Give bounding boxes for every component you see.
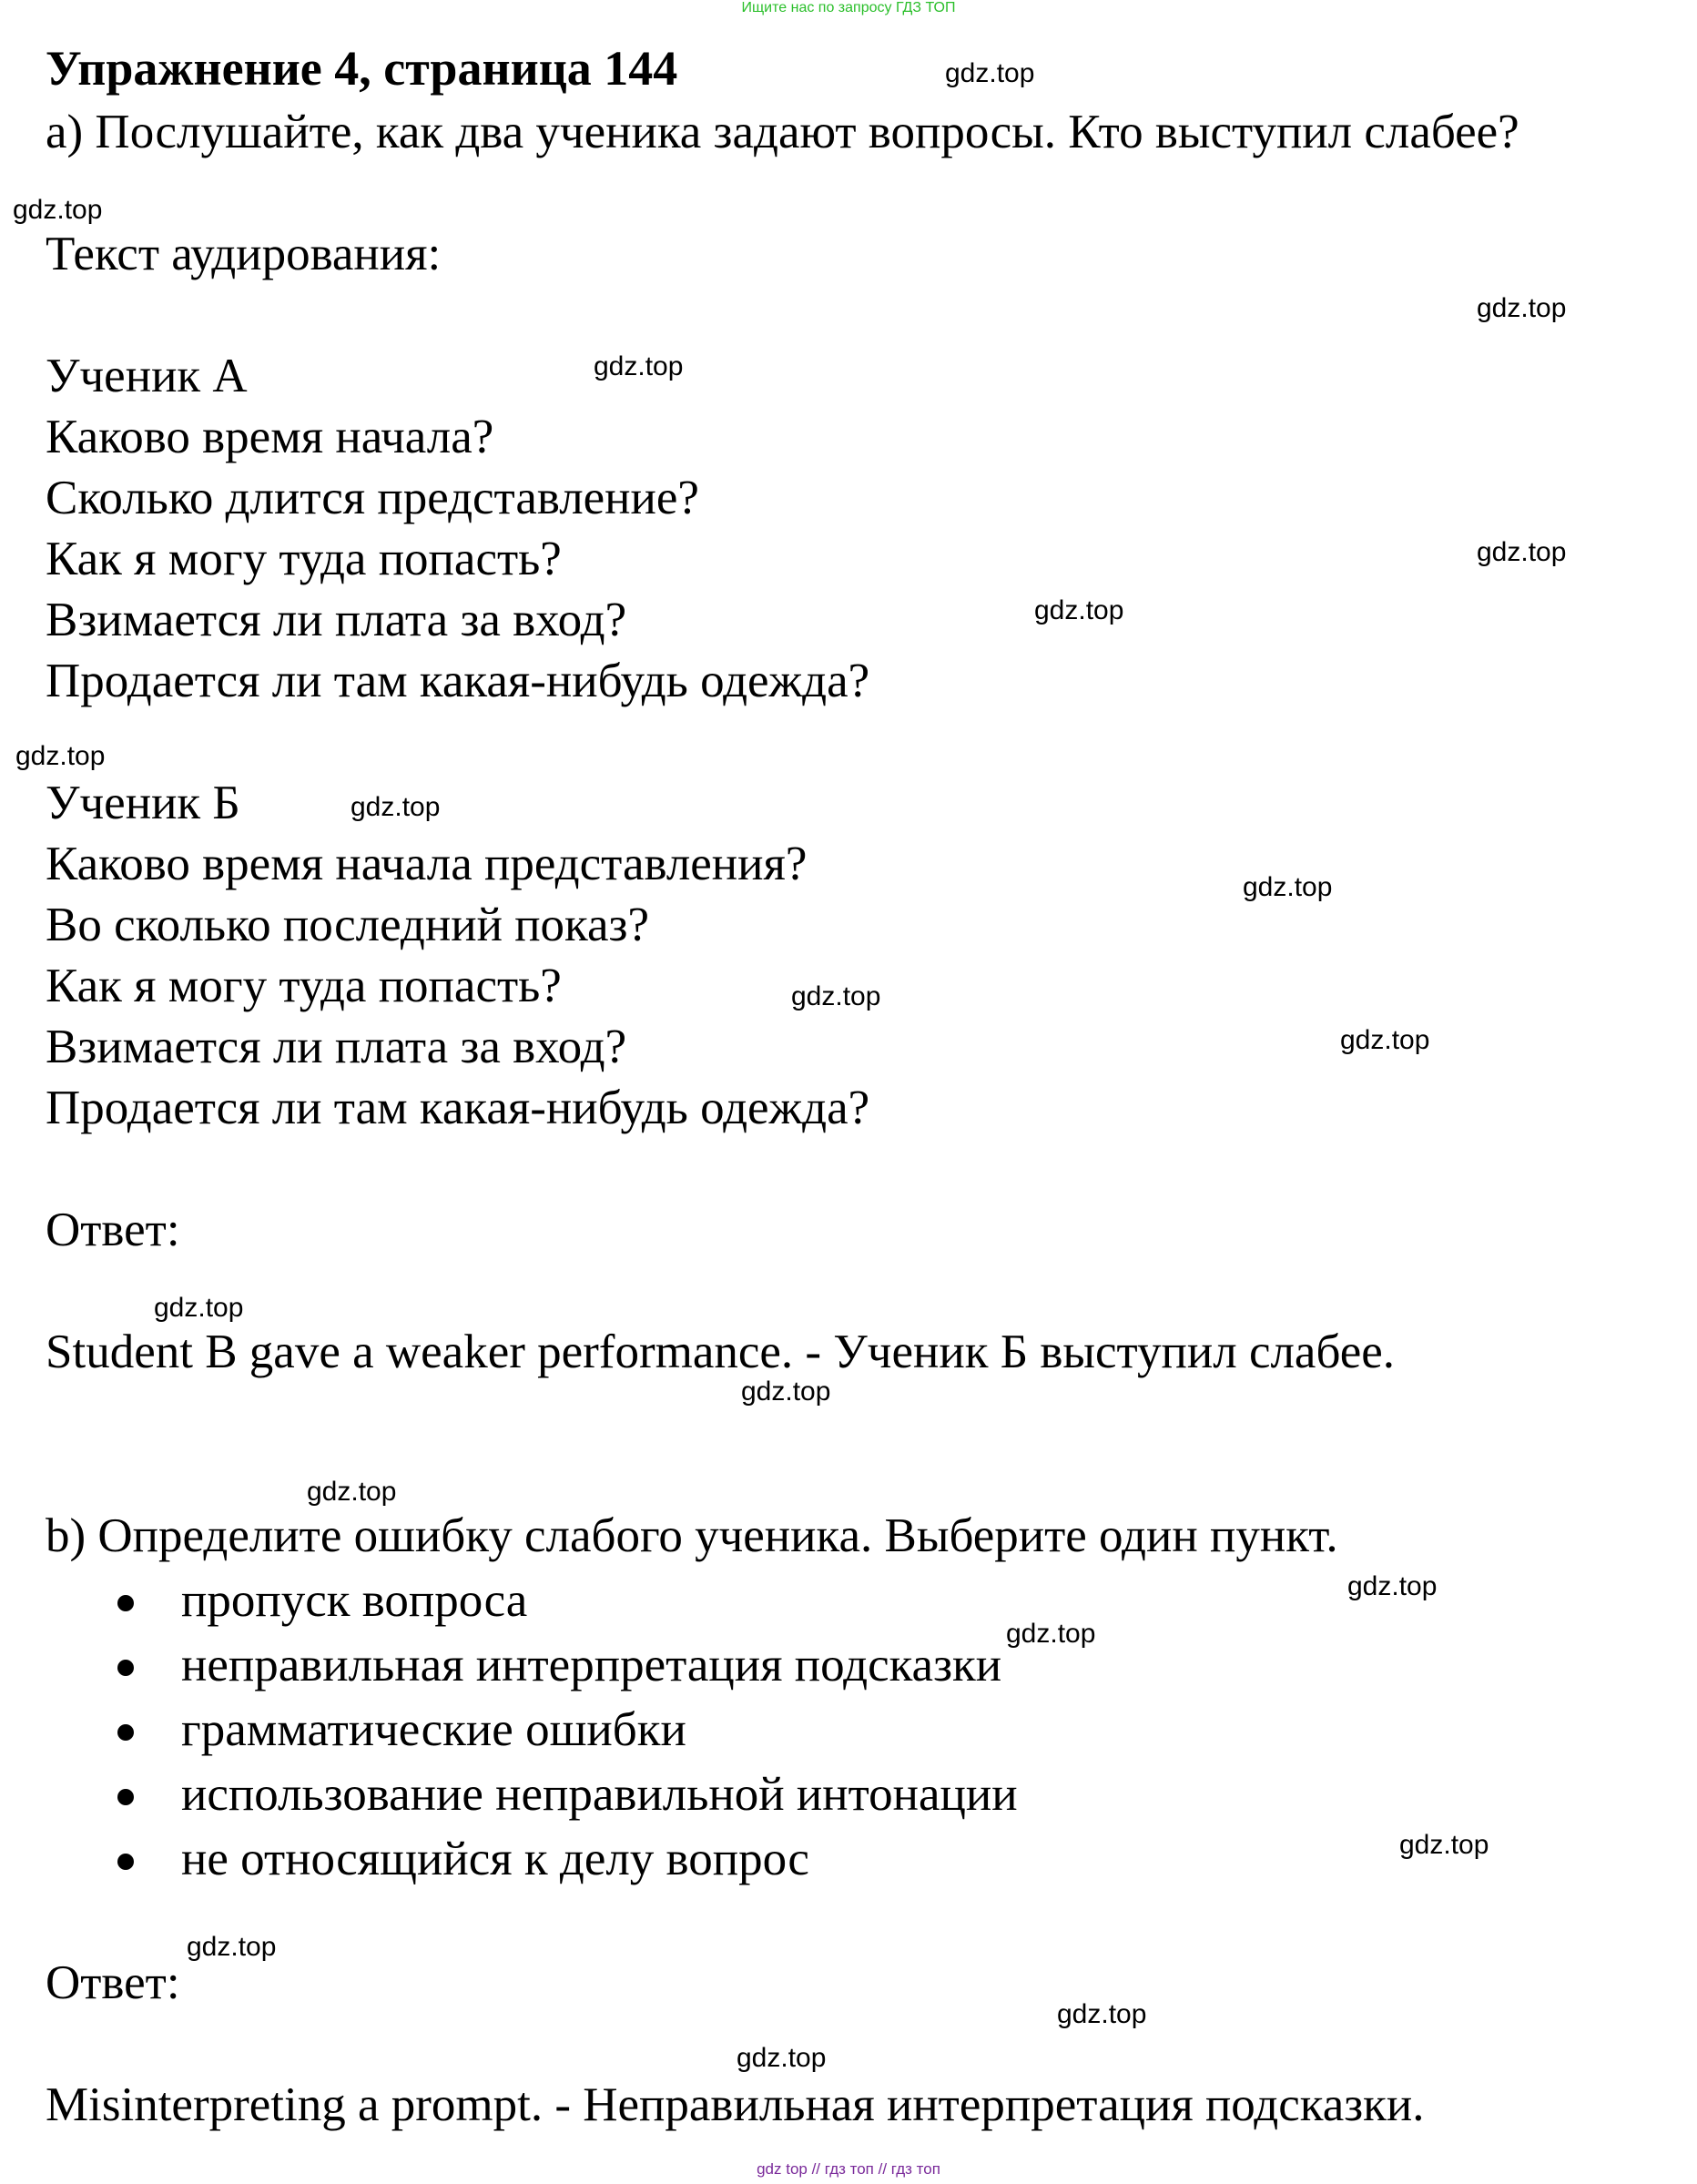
- watermark: gdz.top: [1006, 1619, 1096, 1649]
- answer-b: Misinterpreting a prompt. - Неправильная интерпретация подсказки.: [46, 2078, 1425, 2131]
- watermark: gdz.top: [1034, 595, 1124, 625]
- watermark: gdz.top: [737, 2043, 827, 2073]
- student-b-line: Во сколько последний показ?: [46, 899, 649, 951]
- student-a-line: Как я могу туда попасть?: [46, 533, 562, 585]
- page-title: Упражнение 4, страница 144: [46, 41, 678, 96]
- part-b-question: b) Определите ошибку слабого ученика. Выберите один пункт.: [46, 1509, 1338, 1562]
- watermark: gdz.top: [1340, 1025, 1430, 1055]
- bullet-dot: [117, 1854, 134, 1870]
- bullet-dot: [117, 1789, 134, 1805]
- student-b-line: Продается ли там какая-нибудь одежда?: [46, 1082, 870, 1134]
- part-a-question: a) Послушайте, как два ученика задают вопросы. Кто выступил слабее?: [46, 106, 1519, 158]
- watermark: gdz.top: [741, 1376, 831, 1407]
- student-b-line: Каково время начала представления?: [46, 838, 808, 890]
- watermark: gdz.top: [1347, 1571, 1438, 1601]
- option-item: пропуск вопроса: [181, 1574, 528, 1627]
- watermark: gdz.top: [1399, 1830, 1489, 1860]
- watermark: gdz.top: [1057, 1999, 1147, 2029]
- option-item: грамматические ошибки: [181, 1703, 686, 1756]
- option-item: использование неправильной интонации: [181, 1768, 1018, 1821]
- transcript-label: Текст аудирования:: [46, 228, 442, 280]
- option-item: не относящийся к делу вопрос: [181, 1833, 809, 1885]
- student-a-line: Взимается ли плата за вход?: [46, 594, 627, 646]
- watermark: gdz.top: [1477, 293, 1567, 323]
- header-note: Ищите нас по запросу ГДЗ ТОП: [741, 0, 956, 15]
- student-a-line: Сколько длится представление?: [46, 472, 699, 524]
- watermark: gdz.top: [154, 1293, 244, 1323]
- watermark: gdz.top: [13, 195, 103, 225]
- student-b-name: Ученик Б: [46, 777, 240, 829]
- watermark: gdz.top: [351, 792, 441, 822]
- watermark: gdz.top: [594, 351, 684, 381]
- answer-label-b: Ответ:: [46, 1956, 180, 2009]
- student-b-line: Взимается ли плата за вход?: [46, 1021, 627, 1073]
- watermark: gdz.top: [187, 1932, 277, 1962]
- student-a-line: Каково время начала?: [46, 411, 494, 463]
- footer-links: gdz top // гдз топ // гдз топ: [757, 2160, 940, 2178]
- answer-a: Student B gave a weaker performance. - Ученик Б выступил слабее.: [46, 1326, 1396, 1378]
- watermark: gdz.top: [945, 58, 1035, 88]
- answer-label-a: Ответ:: [46, 1204, 180, 1256]
- watermark: gdz.top: [1477, 537, 1567, 567]
- watermark: gdz.top: [1243, 872, 1333, 902]
- bullet-dot: [117, 1595, 134, 1611]
- watermark: gdz.top: [15, 741, 106, 771]
- watermark: gdz.top: [307, 1477, 397, 1507]
- student-b-line: Как я могу туда попасть?: [46, 960, 562, 1012]
- bullet-dot: [117, 1724, 134, 1741]
- bullet-dot: [117, 1660, 134, 1676]
- student-a-name: Ученик А: [46, 350, 248, 402]
- option-item: неправильная интерпретация подсказки: [181, 1639, 1002, 1691]
- watermark: gdz.top: [791, 981, 881, 1011]
- student-a-line: Продается ли там какая-нибудь одежда?: [46, 655, 870, 707]
